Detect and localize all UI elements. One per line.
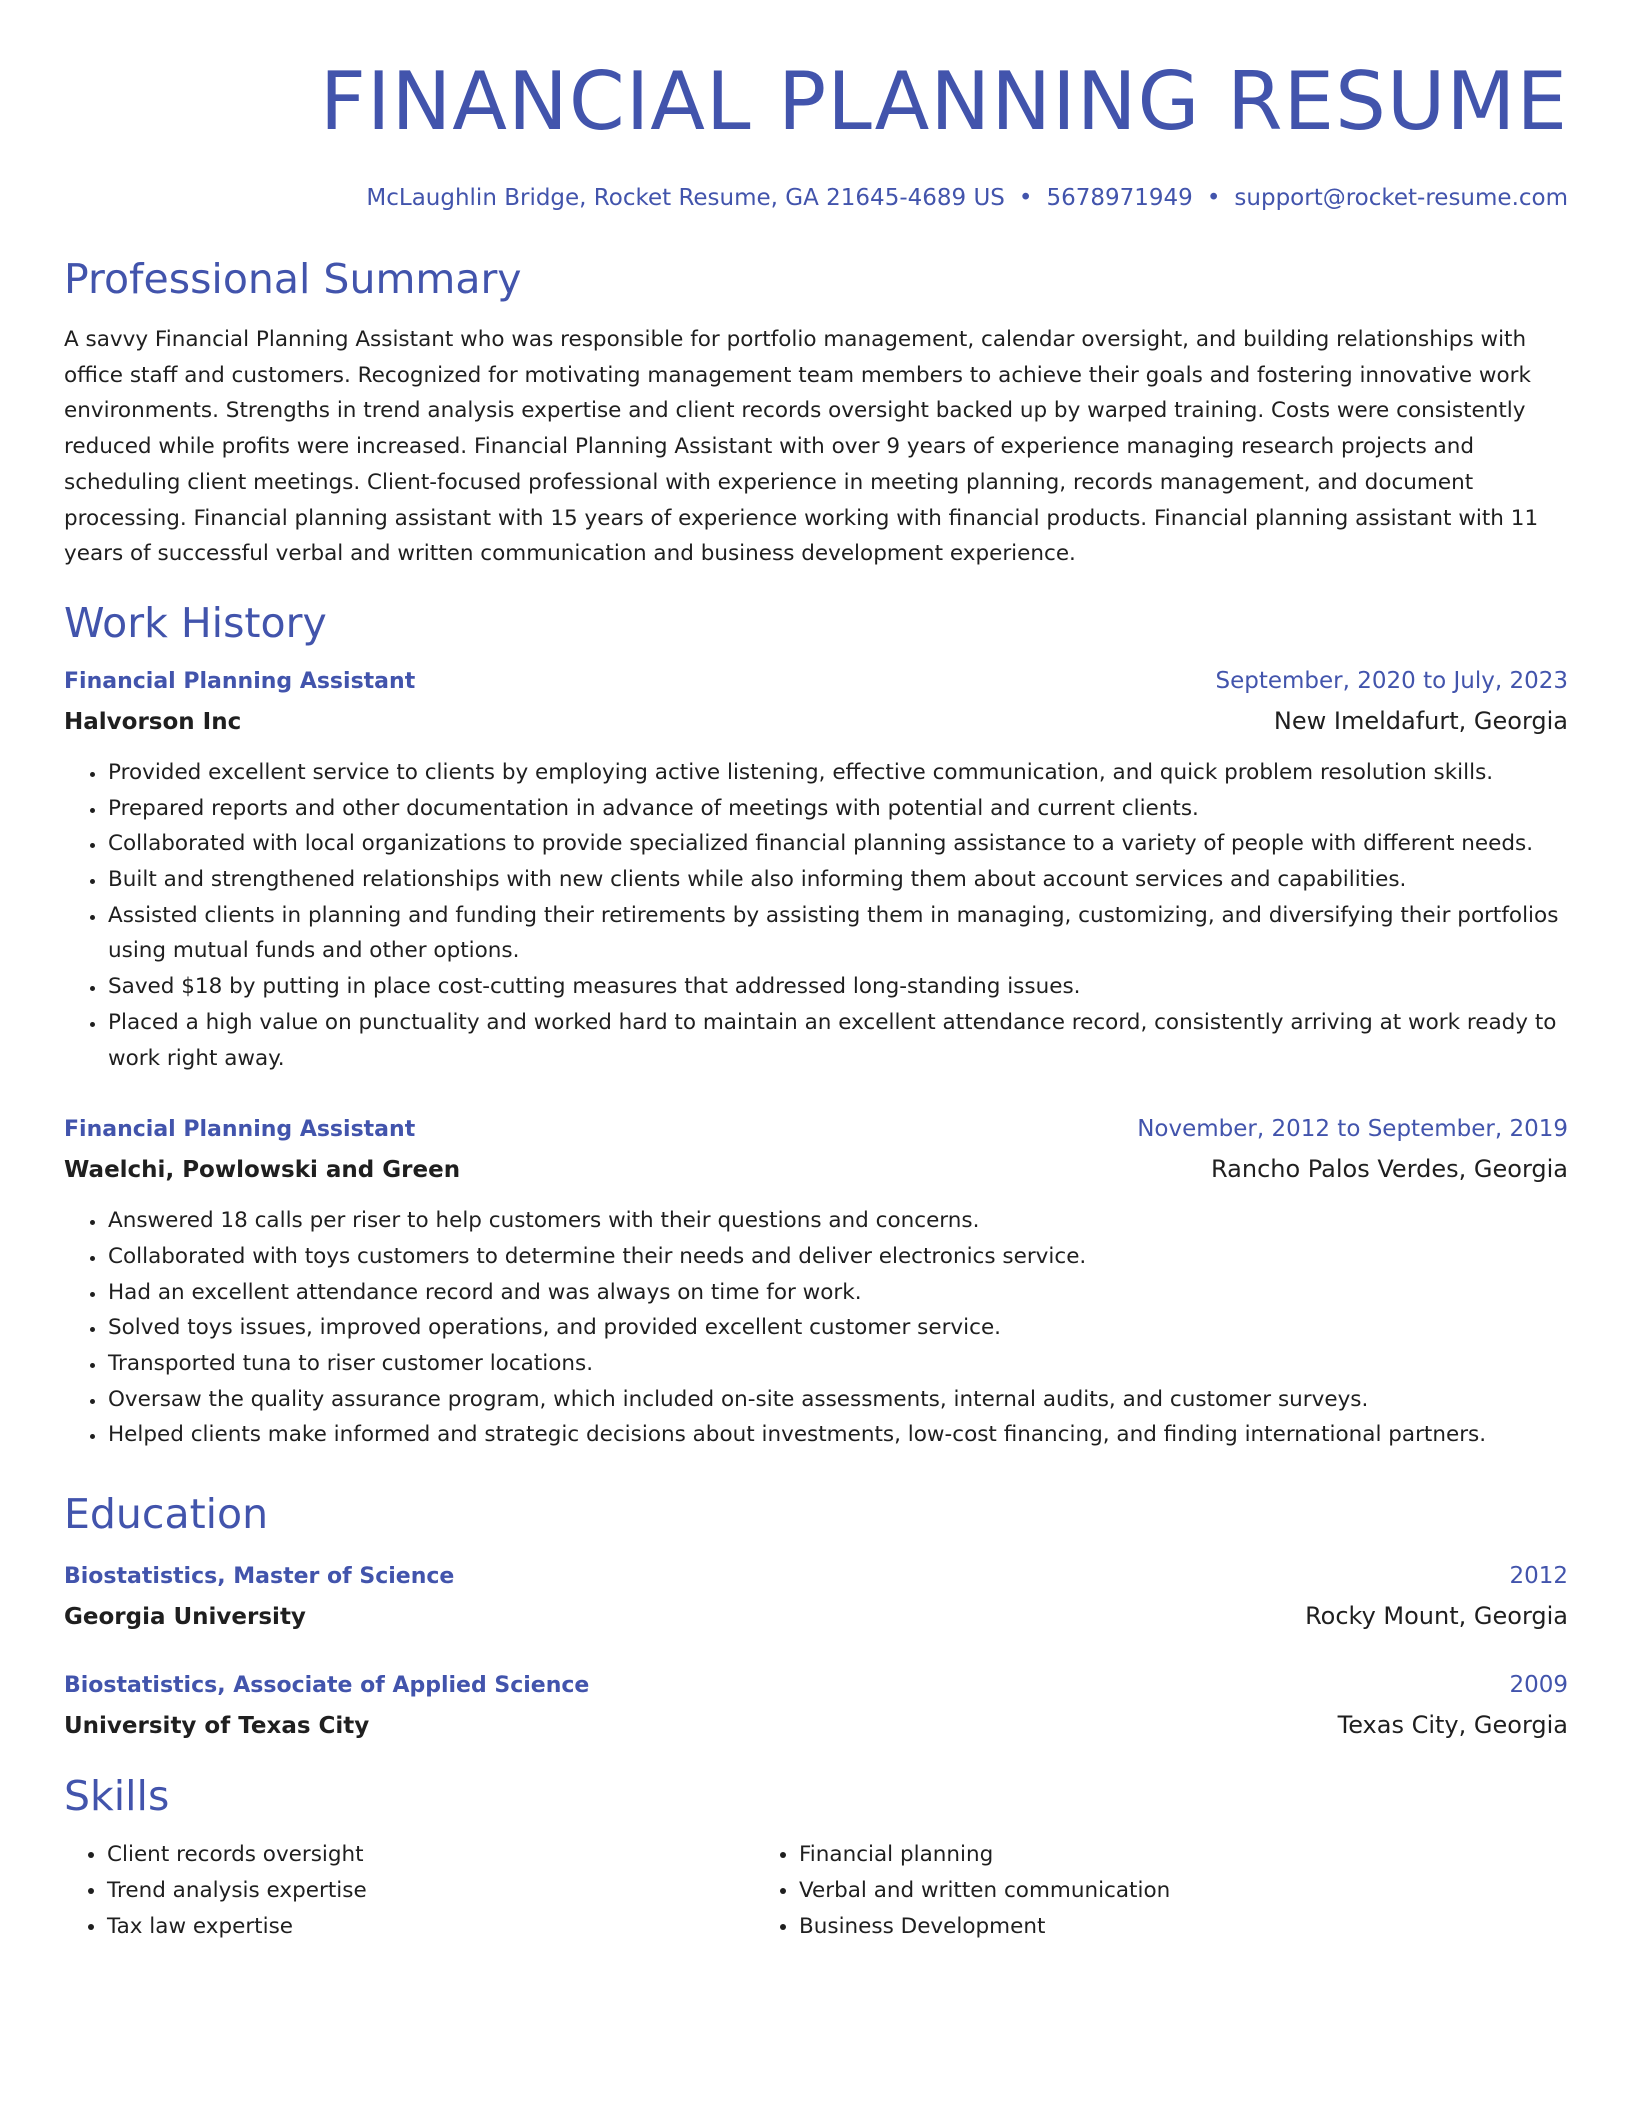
job-bullet: • Provided excellent service to clients by employing active listening, effective communication, and quick problem resolution skills.: [107, 755, 1568, 791]
graduation-year: 2009: [1509, 1672, 1568, 1699]
job-bullet: • Solved toys issues, improved operations, and provided excellent customer service.: [107, 1310, 1568, 1346]
job-bullet: • Helped clients make informed and strategic decisions about investments, low-cost financing, and finding international partners.: [107, 1417, 1568, 1453]
contact-line: [64, 182, 1568, 214]
work-history-section: [64, 598, 1568, 1453]
summary-text: A savvy Financial Planning Assistant who was responsible for portfolio management, calendar oversight, and building relationships with office staff and customers. Recognized for motivating management team members to achieve their goals and fostering innovative work environments. Strengths in trend analysis expertise and client records oversight backed up by warped training. Costs were consistently reduced while profits were increased. Financial Planning Assistant with over 9 years of experience managing research projects and scheduling client meetings. Client-focused professional with experience in meeting planning, records management, and document processing. Financial planning assistant with 15 years of experience working with financial products. Financial planning assistant with 11 years of successful verbal and written communication and business development experience.: [64, 327, 1539, 567]
skills-section: [64, 1771, 1568, 1944]
job-bullet: • Answered 18 calls per riser to help customers with their questions and concerns.: [107, 1203, 1568, 1239]
school-location: Rocky Mount, Georgia: [1305, 1602, 1568, 1631]
contact-separator: •: [1018, 185, 1033, 211]
job-bullet-list: [64, 1203, 1568, 1453]
graduation-year: 2012: [1509, 1563, 1568, 1590]
contact-phone: 5678971949: [1046, 185, 1193, 211]
job-entry: [64, 1114, 1568, 1453]
education-entry: [64, 1561, 1568, 1632]
degree-title: Biostatistics, Master of Science: [64, 1564, 455, 1590]
job-bullet: • Transported tuna to riser customer locations.: [107, 1346, 1568, 1382]
job-bullet: • Had an excellent attendance record and was always on time for work.: [107, 1275, 1568, 1311]
degree-title: Biostatistics, Associate of Applied Science: [64, 1673, 590, 1699]
section-title-work-history: Work History: [64, 598, 327, 647]
section-title-education: Education: [64, 1490, 269, 1539]
section-title-summary: Professional Summary: [64, 255, 522, 303]
job-company: Waelchi, Powlowski and Green: [64, 1157, 461, 1184]
job-entry: [64, 666, 1568, 1076]
skill-item: • Financial planning: [799, 1837, 1456, 1873]
job-location: Rancho Palos Verdes, Georgia: [1211, 1155, 1568, 1184]
contact-address: McLaughlin Bridge, Rocket Resume, GA 21645-4689 US: [366, 185, 1005, 211]
skills-columns: [64, 1837, 1568, 1944]
skill-item: • Client records oversight: [107, 1837, 756, 1873]
skills-list-right: [756, 1837, 1456, 1944]
job-dates: November, 2012 to September, 2019: [1137, 1116, 1568, 1143]
school-name: University of Texas City: [64, 1713, 370, 1740]
job-company: Halvorson Inc: [64, 708, 242, 735]
skill-item: • Trend analysis expertise: [107, 1873, 756, 1909]
job-bullet: • Assisted clients in planning and funding their retirements by assisting them in managing, customizing, and diversifying their portfolios using mutual funds and other options.: [107, 898, 1568, 969]
section-title-skills: Skills: [64, 1772, 170, 1821]
school-location: Texas City, Georgia: [1337, 1711, 1568, 1740]
education-entry: [64, 1670, 1568, 1741]
job-bullet: • Built and strengthened relationships with new clients while also informing them about account services and capabilities.: [107, 862, 1568, 898]
job-bullet: • Prepared reports and other documentation in advance of meetings with potential and current clients.: [107, 791, 1568, 827]
resume-header: [64, 0, 1568, 214]
contact-separator: •: [1206, 185, 1221, 211]
job-title: Financial Planning Assistant: [64, 1117, 416, 1143]
job-bullet: • Collaborated with toys customers to determine their needs and deliver electronics service.: [107, 1239, 1568, 1275]
job-bullet: • Collaborated with local organizations to provide specialized financial planning assistance to a variety of people with different needs.: [107, 826, 1568, 862]
job-bullet: • Saved $18 by putting in place cost-cutting measures that addressed long-standing issues.: [107, 969, 1568, 1005]
school-name: Georgia University: [64, 1604, 306, 1631]
skills-list-left: [64, 1837, 756, 1944]
resume-name: FINANCIAL PLANNING RESUME: [319, 55, 1568, 148]
job-bullet: • Oversaw the quality assurance program, which included on-site assessments, internal audits, and customer surveys.: [107, 1382, 1568, 1418]
job-dates: September, 2020 to July, 2023: [1215, 667, 1568, 694]
education-section: [64, 1489, 1568, 1741]
job-title: Financial Planning Assistant: [64, 668, 416, 694]
job-location: New Imeldafurt, Georgia: [1273, 706, 1568, 735]
job-bullet: • Placed a high value on punctuality and worked hard to maintain an excellent attendance record, consistently arriving at work ready to work right away.: [107, 1005, 1568, 1076]
skill-item: • Verbal and written communication: [799, 1873, 1456, 1909]
job-bullet-list: [64, 755, 1568, 1076]
contact-email: support@rocket-resume.com: [1234, 185, 1568, 211]
summary-section: [64, 254, 1568, 572]
skill-item: • Tax law expertise: [107, 1909, 756, 1945]
skill-item: • Business Development: [799, 1909, 1456, 1945]
